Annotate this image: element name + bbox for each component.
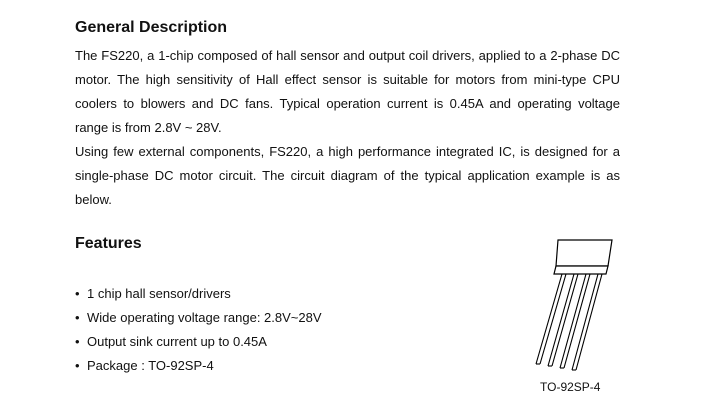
bullet-icon: •	[75, 310, 80, 325]
feature-item	[75, 330, 322, 354]
feature-text: Wide operating voltage range: 2.8V~28V	[87, 310, 322, 325]
to-92sp-4-package-icon	[530, 236, 630, 376]
general-description-body	[75, 44, 620, 212]
package-caption: TO-92SP-4	[540, 380, 601, 394]
feature-text: Output sink current up to 0.45A	[87, 334, 267, 349]
feature-text: Package : TO-92SP-4	[87, 358, 214, 373]
feature-text: 1 chip hall sensor/drivers	[87, 286, 231, 301]
feature-item	[75, 354, 322, 378]
features-heading: Features	[75, 235, 142, 252]
bullet-icon: •	[75, 334, 80, 349]
feature-item	[75, 306, 322, 330]
description-paragraph-2: Using few external components, FS220, a high performance integrated IC, is designed for a single-phase DC motor circuit. The circuit diagram of the typical application example is as below.	[75, 144, 620, 207]
general-description-heading: General Description	[75, 19, 228, 36]
bullet-icon: •	[75, 286, 80, 301]
features-list	[75, 282, 322, 378]
feature-item	[75, 282, 322, 306]
bullet-icon: •	[75, 358, 80, 373]
description-paragraph-1: The FS220, a 1-chip composed of hall sensor and output coil drivers, applied to a 2-phase DC motor. The high sensitivity of Hall effect sensor is suitable for motors from mini-type CPU coolers to blowers and DC fans. Typical operation current is 0.45A and operating voltage range is from 2.8V ~ 28V.	[75, 48, 620, 135]
